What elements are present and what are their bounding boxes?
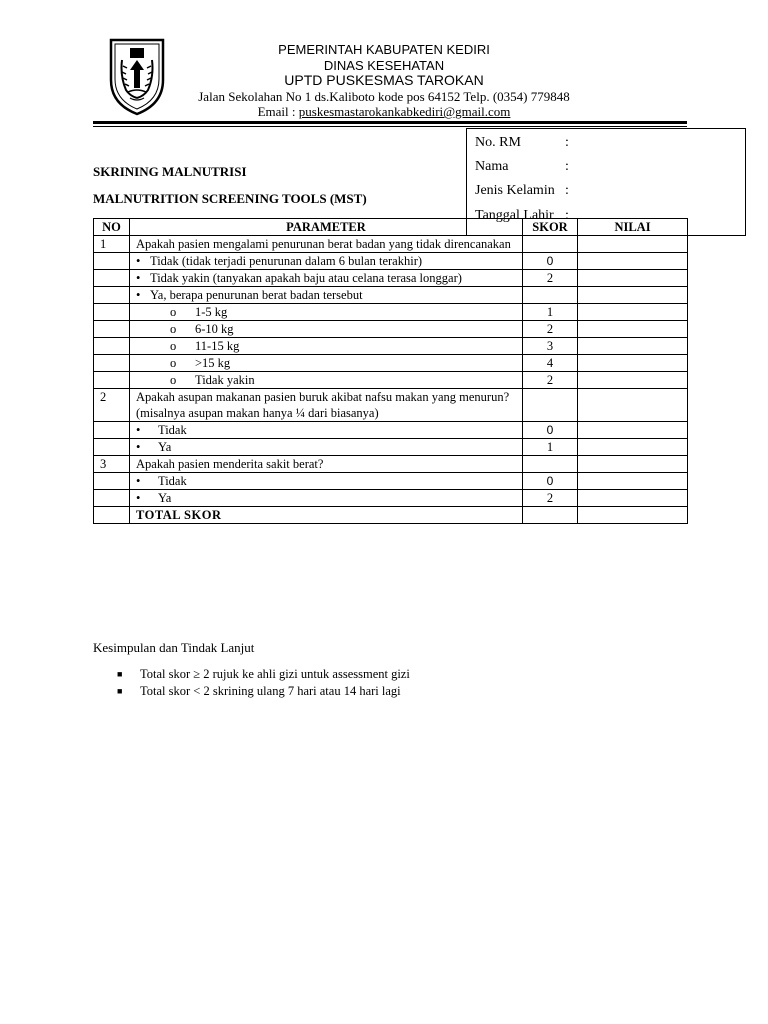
table-row	[94, 287, 688, 304]
sub-option-item	[130, 372, 523, 389]
nilai-cell[interactable]	[578, 456, 688, 473]
sub-option-label: 11-15 kg	[195, 339, 240, 353]
circle-bullet-icon: o	[170, 356, 177, 370]
field-colon: :	[565, 183, 569, 198]
total-nilai-cell[interactable]	[578, 507, 688, 524]
circle-bullet-icon: o	[170, 339, 177, 353]
score-cell	[523, 236, 578, 253]
field-nama[interactable]	[475, 159, 575, 179]
letterhead-rule-thick	[93, 121, 687, 124]
score-cell: 3	[523, 338, 578, 355]
option-item	[130, 287, 523, 304]
option-item	[130, 270, 523, 287]
nilai-cell[interactable]	[578, 236, 688, 253]
field-label: No. RM	[475, 135, 521, 150]
score-cell: 1	[523, 304, 578, 321]
table-row	[94, 439, 688, 456]
table-row	[94, 389, 688, 422]
sub-option-item	[130, 321, 523, 338]
field-jenis-kelamin[interactable]	[475, 183, 575, 203]
field-colon: :	[565, 208, 569, 223]
no-cell	[94, 287, 130, 304]
table-row	[94, 372, 688, 389]
sub-option-label: Tidak yakin	[195, 373, 255, 387]
email-line	[170, 104, 598, 120]
conclusion-item-text: Total skor ≥ 2 rujuk ke ahli gizi untuk assessment gizi	[140, 667, 410, 681]
nilai-cell[interactable]	[578, 253, 688, 270]
field-colon: :	[565, 135, 569, 150]
option-item	[130, 490, 523, 507]
score-cell: 0	[523, 473, 578, 490]
nilai-cell[interactable]	[578, 422, 688, 439]
kabupaten-kediri-crest-logo	[108, 34, 166, 116]
no-cell	[94, 422, 130, 439]
option-label: Tidak (tidak terjadi penurunan dalam 6 bulan terakhir)	[150, 254, 423, 268]
table-header-row	[94, 219, 688, 236]
sub-option-label: 6-10 kg	[195, 322, 234, 336]
option-item	[130, 422, 523, 439]
option-label: Ya	[158, 440, 172, 454]
header-nilai: NILAI	[578, 219, 688, 236]
department-name: DINAS KESEHATAN	[323, 57, 445, 73]
option-label: Tidak	[158, 423, 187, 437]
option-label: Tidak	[158, 474, 187, 488]
option-label: Tidak yakin (tanyakan apakah baju atau celana terasa longgar)	[150, 271, 462, 285]
table-row	[94, 321, 688, 338]
conclusion-item-text: Total skor < 2 skrining ulang 7 hari atau 14 hari lagi	[140, 684, 401, 698]
header-parameter: PARAMETER	[130, 219, 523, 236]
nilai-cell[interactable]	[578, 355, 688, 372]
question-number: 1	[94, 236, 130, 253]
no-cell	[94, 321, 130, 338]
option-item	[130, 439, 523, 456]
score-cell: 0	[523, 253, 578, 270]
nilai-cell[interactable]	[578, 389, 688, 422]
government-name: PEMERINTAH KABUPATEN KEDIRI	[278, 42, 490, 57]
score-cell: 0	[523, 422, 578, 439]
address: Jalan Sekolahan No 1 ds.Kaliboto kode pos 64152 Telp. (0354) 779848	[198, 88, 570, 104]
table-row	[94, 236, 688, 253]
table-row	[94, 473, 688, 490]
header-no: NO	[94, 219, 130, 236]
field-label: Tanggal Lahir	[475, 208, 554, 223]
mst-table	[93, 218, 688, 524]
letterhead	[170, 42, 598, 120]
score-cell	[523, 287, 578, 304]
bullet-icon: •	[136, 440, 141, 454]
total-skor-label: TOTAL SKOR	[130, 507, 523, 524]
table-row	[94, 338, 688, 355]
option-item	[130, 473, 523, 490]
score-cell: 4	[523, 355, 578, 372]
nilai-cell[interactable]	[578, 372, 688, 389]
document-subtitle: MALNUTRITION SCREENING TOOLS (MST)	[93, 191, 367, 206]
circle-bullet-icon: o	[170, 322, 177, 336]
table-row	[94, 253, 688, 270]
no-cell	[94, 372, 130, 389]
sub-option-label: >15 kg	[195, 356, 231, 370]
sub-option-label: 1-5 kg	[195, 305, 228, 319]
bullet-icon: •	[136, 254, 141, 268]
field-colon: :	[565, 159, 569, 174]
question-text: Apakah pasien menderita sakit berat?	[130, 456, 523, 473]
sub-option-item	[130, 355, 523, 372]
nilai-cell[interactable]	[578, 338, 688, 355]
nilai-cell[interactable]	[578, 270, 688, 287]
conclusion-heading: Kesimpulan dan Tindak Lanjut	[93, 640, 255, 655]
no-cell	[94, 439, 130, 456]
email-link[interactable]: puskesmastarokankabkediri@gmail.com	[298, 104, 511, 119]
table-row	[94, 456, 688, 473]
total-row	[94, 507, 688, 524]
table-row	[94, 304, 688, 321]
question-text: Apakah asupan makanan pasien buruk akibat nafsu makan yang menurun? (misalnya asupan makan hanya ¼ dari biasanya)	[130, 389, 523, 422]
puskesmas-name: UPTD PUSKESMAS TAROKAN	[284, 72, 484, 88]
no-cell	[94, 338, 130, 355]
header-skor: SKOR	[523, 219, 578, 236]
document-title: SKRINING MALNUTRISI	[93, 164, 247, 179]
bullet-icon: •	[136, 271, 141, 285]
score-cell: 2	[523, 270, 578, 287]
option-item	[130, 253, 523, 270]
bullet-icon: •	[136, 474, 141, 488]
total-score-cell[interactable]	[523, 507, 578, 524]
bullet-icon: •	[136, 423, 141, 437]
email-label: Email :	[257, 104, 299, 119]
score-cell: 2	[523, 321, 578, 338]
square-bullet-icon: ■	[117, 669, 123, 679]
field-no-rm[interactable]	[475, 135, 575, 155]
sub-option-item	[130, 304, 523, 321]
sub-option-item	[130, 338, 523, 355]
circle-bullet-icon: o	[170, 305, 177, 319]
bullet-icon: •	[136, 491, 141, 505]
question-number: 3	[94, 456, 130, 473]
score-cell: 2	[523, 490, 578, 507]
nilai-cell[interactable]	[578, 304, 688, 321]
square-bullet-icon: ■	[117, 686, 123, 696]
question-number: 2	[94, 389, 130, 422]
score-cell: 1	[523, 439, 578, 456]
field-label: Jenis Kelamin	[475, 183, 555, 198]
option-label: Ya	[158, 491, 172, 505]
table-row	[94, 270, 688, 287]
conclusion-list	[117, 666, 410, 700]
letterhead-rule-thin	[93, 126, 687, 127]
no-cell	[94, 355, 130, 372]
option-label: Ya, berapa penurunan berat badan tersebut	[150, 288, 363, 302]
nilai-cell[interactable]	[578, 321, 688, 338]
no-cell	[94, 507, 130, 524]
no-cell	[94, 253, 130, 270]
table-row	[94, 355, 688, 372]
table-row	[94, 490, 688, 507]
no-cell	[94, 490, 130, 507]
no-cell	[94, 473, 130, 490]
field-label: Nama	[475, 159, 509, 174]
nilai-cell[interactable]	[578, 287, 688, 304]
no-cell	[94, 270, 130, 287]
bullet-icon: •	[136, 288, 141, 302]
list-item	[117, 666, 410, 683]
score-cell	[523, 389, 578, 422]
nilai-cell[interactable]	[578, 439, 688, 456]
table-row	[94, 422, 688, 439]
score-cell: 2	[523, 372, 578, 389]
no-cell	[94, 304, 130, 321]
nilai-cell[interactable]	[578, 473, 688, 490]
score-cell	[523, 456, 578, 473]
nilai-cell[interactable]	[578, 490, 688, 507]
list-item	[117, 683, 410, 700]
question-text: Apakah pasien mengalami penurunan berat badan yang tidak direncanakan	[130, 236, 523, 253]
circle-bullet-icon: o	[170, 373, 177, 387]
